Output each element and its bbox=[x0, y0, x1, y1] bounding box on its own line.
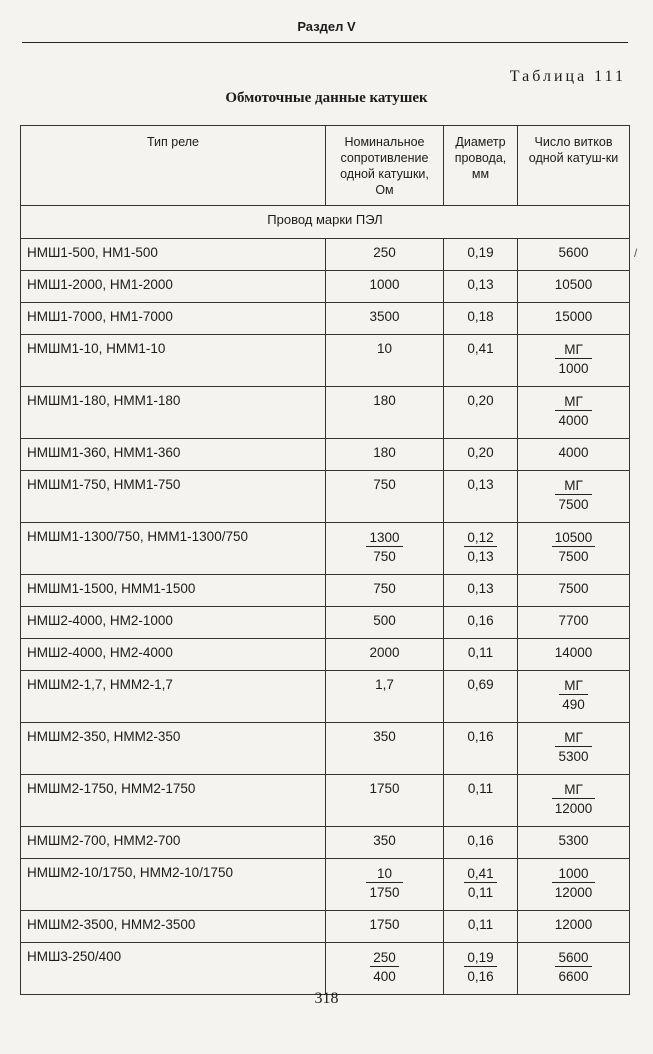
table-row bbox=[21, 723, 630, 775]
cell-diameter bbox=[444, 859, 518, 911]
page-number: 318 bbox=[314, 990, 339, 1007]
cell-turns: 7500 bbox=[518, 575, 630, 607]
fraction-denominator: 6600 bbox=[558, 969, 589, 984]
fraction-numerator: 0,41 bbox=[464, 865, 496, 883]
cell-diameter: 0,16 bbox=[444, 827, 518, 859]
fraction-numerator: МГ bbox=[552, 781, 596, 799]
fraction-value bbox=[552, 529, 596, 566]
cell-type: НМШМ1-180, НММ1-180 bbox=[21, 387, 326, 439]
cell-type: НМШ1-500, НМ1-500 bbox=[21, 239, 326, 271]
cell-turns bbox=[518, 335, 630, 387]
cell-resistance: 2000 bbox=[326, 639, 444, 671]
cell-resistance: 3500 bbox=[326, 303, 444, 335]
column-header-resistance: Номинальное сопротивление одной катушки, Ом bbox=[326, 126, 444, 206]
fraction-numerator: 10 bbox=[366, 865, 402, 883]
cell-turns: 14000 bbox=[518, 639, 630, 671]
fraction-denominator: 7500 bbox=[558, 497, 589, 512]
fraction-denominator: 12000 bbox=[554, 885, 593, 900]
cell-diameter: 0,69 bbox=[444, 671, 518, 723]
cell-turns: 7700 bbox=[518, 607, 630, 639]
fraction-value bbox=[555, 393, 591, 430]
table-row bbox=[21, 471, 630, 523]
cell-type: НМШ1-2000, НМ1-2000 bbox=[21, 271, 326, 303]
cell-diameter: 0,13 bbox=[444, 575, 518, 607]
cell-resistance bbox=[326, 943, 444, 995]
fraction-numerator: 250 bbox=[370, 949, 399, 967]
cell-turns: 10500 bbox=[518, 271, 630, 303]
fraction-denominator: 1000 bbox=[558, 361, 589, 376]
cell-resistance: 500 bbox=[326, 607, 444, 639]
cell-resistance: 250 bbox=[326, 239, 444, 271]
table-header-row bbox=[21, 126, 630, 206]
table-caption: Обмоточные данные катушек bbox=[225, 90, 428, 106]
cell-turns bbox=[518, 471, 630, 523]
fraction-value bbox=[552, 781, 596, 818]
cell-resistance bbox=[326, 859, 444, 911]
table-row bbox=[21, 859, 630, 911]
fraction-denominator: 490 bbox=[562, 697, 585, 712]
cell-type: НМШМ2-1,7, НММ2-1,7 bbox=[21, 671, 326, 723]
fraction-value bbox=[464, 529, 496, 566]
table-number: Таблица 111 bbox=[509, 68, 626, 85]
fraction-value bbox=[559, 677, 588, 714]
fraction-numerator: МГ bbox=[555, 393, 591, 411]
cell-type: НМШМ1-750, НММ1-750 bbox=[21, 471, 326, 523]
fraction-value bbox=[555, 341, 591, 378]
fraction-numerator: 10500 bbox=[552, 529, 596, 547]
fraction-denominator: 400 bbox=[373, 969, 396, 984]
fraction-denominator: 5300 bbox=[558, 749, 589, 764]
fraction-value bbox=[555, 949, 591, 986]
fraction-value bbox=[555, 477, 591, 514]
table-row bbox=[21, 439, 630, 471]
cell-turns bbox=[518, 943, 630, 995]
cell-resistance: 750 bbox=[326, 575, 444, 607]
fraction-numerator: 0,12 bbox=[464, 529, 496, 547]
fraction-denominator: 0,16 bbox=[467, 969, 494, 984]
cell-diameter: 0,16 bbox=[444, 607, 518, 639]
fraction-denominator: 7500 bbox=[558, 549, 589, 564]
fraction-numerator: МГ bbox=[555, 729, 591, 747]
cell-type: НМШМ2-10/1750, НММ2-10/1750 bbox=[21, 859, 326, 911]
cell-diameter: 0,13 bbox=[444, 271, 518, 303]
fraction-denominator: 750 bbox=[373, 549, 396, 564]
table-row bbox=[21, 387, 630, 439]
column-header-turns: Число витков одной катуш-ки bbox=[518, 126, 630, 206]
cell-diameter: 0,41 bbox=[444, 335, 518, 387]
table-row bbox=[21, 523, 630, 575]
cell-resistance: 750 bbox=[326, 471, 444, 523]
fraction-denominator: 12000 bbox=[554, 801, 593, 816]
fraction-numerator: 0,19 bbox=[464, 949, 496, 967]
cell-type: НМШМ2-700, НММ2-700 bbox=[21, 827, 326, 859]
column-header-type: Тип реле bbox=[21, 126, 326, 206]
cell-resistance: 180 bbox=[326, 387, 444, 439]
cell-type: НМШМ1-1500, НММ1-1500 bbox=[21, 575, 326, 607]
cell-type: НМШМ2-3500, НММ2-3500 bbox=[21, 911, 326, 943]
fraction-value bbox=[552, 865, 596, 902]
table-row bbox=[21, 639, 630, 671]
fraction-value bbox=[370, 949, 399, 986]
cell-diameter bbox=[444, 943, 518, 995]
fraction-denominator: 1750 bbox=[369, 885, 400, 900]
fraction-denominator: 0,11 bbox=[467, 885, 494, 900]
fraction-value bbox=[366, 529, 402, 566]
section-header: Раздел V bbox=[297, 19, 356, 34]
cell-resistance: 1750 bbox=[326, 775, 444, 827]
cell-diameter: 0,11 bbox=[444, 639, 518, 671]
cell-resistance: 1,7 bbox=[326, 671, 444, 723]
table-row bbox=[21, 239, 630, 271]
fraction-numerator: МГ bbox=[559, 677, 588, 695]
fraction-numerator: 5600 bbox=[555, 949, 591, 967]
cell-type: НМШ2-4000, НМ2-1000 bbox=[21, 607, 326, 639]
cell-diameter: 0,16 bbox=[444, 723, 518, 775]
cell-type: НМШМ1-10, НММ1-10 bbox=[21, 335, 326, 387]
fraction-denominator: 4000 bbox=[558, 413, 589, 428]
cell-diameter: 0,18 bbox=[444, 303, 518, 335]
cell-resistance: 180 bbox=[326, 439, 444, 471]
cell-turns: 4000 bbox=[518, 439, 630, 471]
cell-diameter: 0,19 bbox=[444, 239, 518, 271]
table-row bbox=[21, 607, 630, 639]
header-rule bbox=[22, 42, 628, 43]
cell-type: НМШМ1-360, НММ1-360 bbox=[21, 439, 326, 471]
table-row bbox=[21, 671, 630, 723]
cell-diameter: 0,11 bbox=[444, 775, 518, 827]
cell-turns: 15000 bbox=[518, 303, 630, 335]
cell-turns: 5600 bbox=[518, 239, 630, 271]
cell-diameter: 0,11 bbox=[444, 911, 518, 943]
fraction-denominator: 0,13 bbox=[467, 549, 494, 564]
table-row bbox=[21, 271, 630, 303]
cell-turns bbox=[518, 723, 630, 775]
cell-turns bbox=[518, 523, 630, 575]
fraction-numerator: МГ bbox=[555, 341, 591, 359]
cell-diameter bbox=[444, 523, 518, 575]
table-row bbox=[21, 335, 630, 387]
cell-type: НМШМ2-350, НММ2-350 bbox=[21, 723, 326, 775]
coil-data-table bbox=[20, 125, 630, 995]
cell-resistance: 350 bbox=[326, 723, 444, 775]
table-row bbox=[21, 303, 630, 335]
section-label: Провод марки ПЭЛ bbox=[21, 206, 630, 239]
cell-type: НМШ2-4000, НМ2-4000 bbox=[21, 639, 326, 671]
cell-turns: 12000 bbox=[518, 911, 630, 943]
cell-turns: 5300 bbox=[518, 827, 630, 859]
fraction-numerator: 1300 bbox=[366, 529, 402, 547]
table-row bbox=[21, 827, 630, 859]
fraction-numerator: 1000 bbox=[552, 865, 596, 883]
fraction-value bbox=[464, 865, 496, 902]
margin-mark: / bbox=[634, 246, 638, 260]
cell-type: НМШМ1-1300/750, НММ1-1300/750 bbox=[21, 523, 326, 575]
cell-resistance: 1750 bbox=[326, 911, 444, 943]
table-row bbox=[21, 775, 630, 827]
cell-type: НМШ1-7000, НМ1-7000 bbox=[21, 303, 326, 335]
fraction-value bbox=[464, 949, 496, 986]
section-row bbox=[21, 206, 630, 239]
cell-resistance bbox=[326, 523, 444, 575]
cell-diameter: 0,20 bbox=[444, 387, 518, 439]
table-row bbox=[21, 943, 630, 995]
column-header-diameter: Диаметр провода, мм bbox=[444, 126, 518, 206]
cell-type: НМШМ2-1750, НММ2-1750 bbox=[21, 775, 326, 827]
fraction-numerator: МГ bbox=[555, 477, 591, 495]
cell-diameter: 0,20 bbox=[444, 439, 518, 471]
fraction-value bbox=[366, 865, 402, 902]
cell-diameter: 0,13 bbox=[444, 471, 518, 523]
cell-type: НМШ3-250/400 bbox=[21, 943, 326, 995]
fraction-value bbox=[555, 729, 591, 766]
cell-turns bbox=[518, 387, 630, 439]
cell-resistance: 1000 bbox=[326, 271, 444, 303]
cell-resistance: 350 bbox=[326, 827, 444, 859]
table-row bbox=[21, 911, 630, 943]
cell-turns bbox=[518, 859, 630, 911]
cell-turns bbox=[518, 775, 630, 827]
cell-turns bbox=[518, 671, 630, 723]
cell-resistance: 10 bbox=[326, 335, 444, 387]
table-row bbox=[21, 575, 630, 607]
